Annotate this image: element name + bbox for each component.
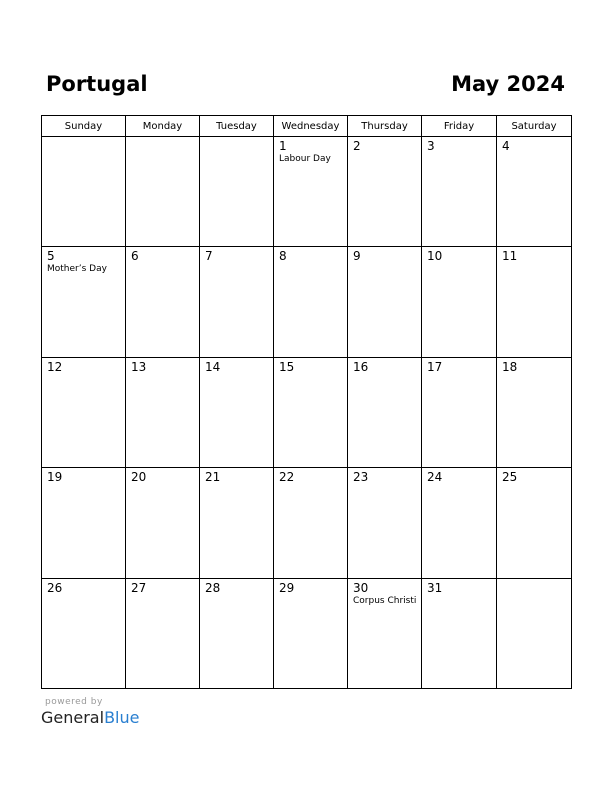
day-number: 26 <box>47 580 63 595</box>
day-number: 19 <box>47 470 63 485</box>
day-cell <box>422 357 497 467</box>
day-cell <box>42 468 126 578</box>
day-number: 27 <box>131 580 147 595</box>
day-number: 5 <box>47 249 55 264</box>
day-cell <box>348 247 422 357</box>
day-number: 6 <box>131 249 139 264</box>
day-cell <box>126 468 200 578</box>
day-cell <box>42 137 126 247</box>
day-number: 7 <box>205 249 213 264</box>
day-cell <box>200 357 274 467</box>
day-number: 11 <box>502 249 518 264</box>
weekday-saturday: Saturday <box>497 116 572 137</box>
day-cell <box>274 578 348 688</box>
day-number: 22 <box>279 470 295 485</box>
day-cell <box>200 578 274 688</box>
day-number: 10 <box>427 249 443 264</box>
weekday-monday: Monday <box>126 116 200 137</box>
day-number: 15 <box>279 359 295 374</box>
brand-blue-text: Blue <box>104 708 140 727</box>
day-cell <box>422 468 497 578</box>
day-cell <box>348 468 422 578</box>
day-cell <box>497 137 572 247</box>
brand-general-text: General <box>41 708 105 727</box>
day-number: 21 <box>205 470 221 485</box>
day-cell <box>200 468 274 578</box>
day-cell <box>274 137 348 247</box>
week-row <box>42 247 572 357</box>
day-number: 17 <box>427 359 443 374</box>
powered-by-label: powered by <box>45 697 103 707</box>
week-row <box>42 137 572 247</box>
weekday-sunday: Sunday <box>42 116 126 137</box>
generalblue-logo[interactable] <box>41 708 139 728</box>
day-cell <box>422 137 497 247</box>
holiday-label: Corpus Christi <box>353 595 417 606</box>
holiday-label: Labour Day <box>279 154 331 164</box>
holiday-label: Mother’s Day <box>47 264 107 275</box>
day-number: 13 <box>131 359 147 374</box>
day-number: 12 <box>47 359 63 374</box>
day-number: 24 <box>427 470 443 485</box>
weekday-wednesday: Wednesday <box>274 116 348 137</box>
country-title: Portugal <box>46 72 148 96</box>
day-number: 9 <box>353 249 361 264</box>
day-number: 4 <box>502 139 510 153</box>
day-cell <box>126 357 200 467</box>
day-number: 23 <box>353 470 369 485</box>
day-number: 30 <box>353 580 369 595</box>
week-row <box>42 468 572 578</box>
day-number: 28 <box>205 580 221 595</box>
day-cell <box>274 247 348 357</box>
day-cell <box>497 468 572 578</box>
day-number: 8 <box>279 249 287 264</box>
day-cell <box>348 357 422 467</box>
day-cell <box>200 137 274 247</box>
day-cell <box>348 578 422 688</box>
weekday-thursday: Thursday <box>348 116 422 137</box>
day-cell <box>126 137 200 247</box>
day-cell <box>422 247 497 357</box>
day-cell <box>422 578 497 688</box>
day-cell <box>126 578 200 688</box>
week-row <box>42 357 572 467</box>
day-cell <box>274 357 348 467</box>
day-number: 3 <box>427 139 435 153</box>
weekday-friday: Friday <box>422 116 497 137</box>
day-cell <box>497 357 572 467</box>
day-cell <box>126 247 200 357</box>
month-title: May 2024 <box>451 72 565 96</box>
day-cell <box>42 247 126 357</box>
day-cell <box>42 357 126 467</box>
day-cell <box>200 247 274 357</box>
day-number: 18 <box>502 359 518 374</box>
day-number: 29 <box>279 580 295 595</box>
weekday-tuesday: Tuesday <box>200 116 274 137</box>
day-number: 25 <box>502 470 518 485</box>
week-row <box>42 578 572 688</box>
day-cell <box>497 247 572 357</box>
calendar-grid <box>41 115 572 689</box>
day-cell <box>274 468 348 578</box>
day-number: 31 <box>427 580 443 595</box>
day-cell <box>42 578 126 688</box>
day-cell <box>497 578 572 688</box>
day-number: 2 <box>353 139 361 153</box>
day-cell <box>348 137 422 247</box>
day-number: 20 <box>131 470 147 485</box>
day-number: 16 <box>353 359 369 374</box>
day-number: 14 <box>205 359 221 374</box>
weekday-header-row <box>42 116 572 137</box>
day-number: 1 <box>279 139 287 153</box>
